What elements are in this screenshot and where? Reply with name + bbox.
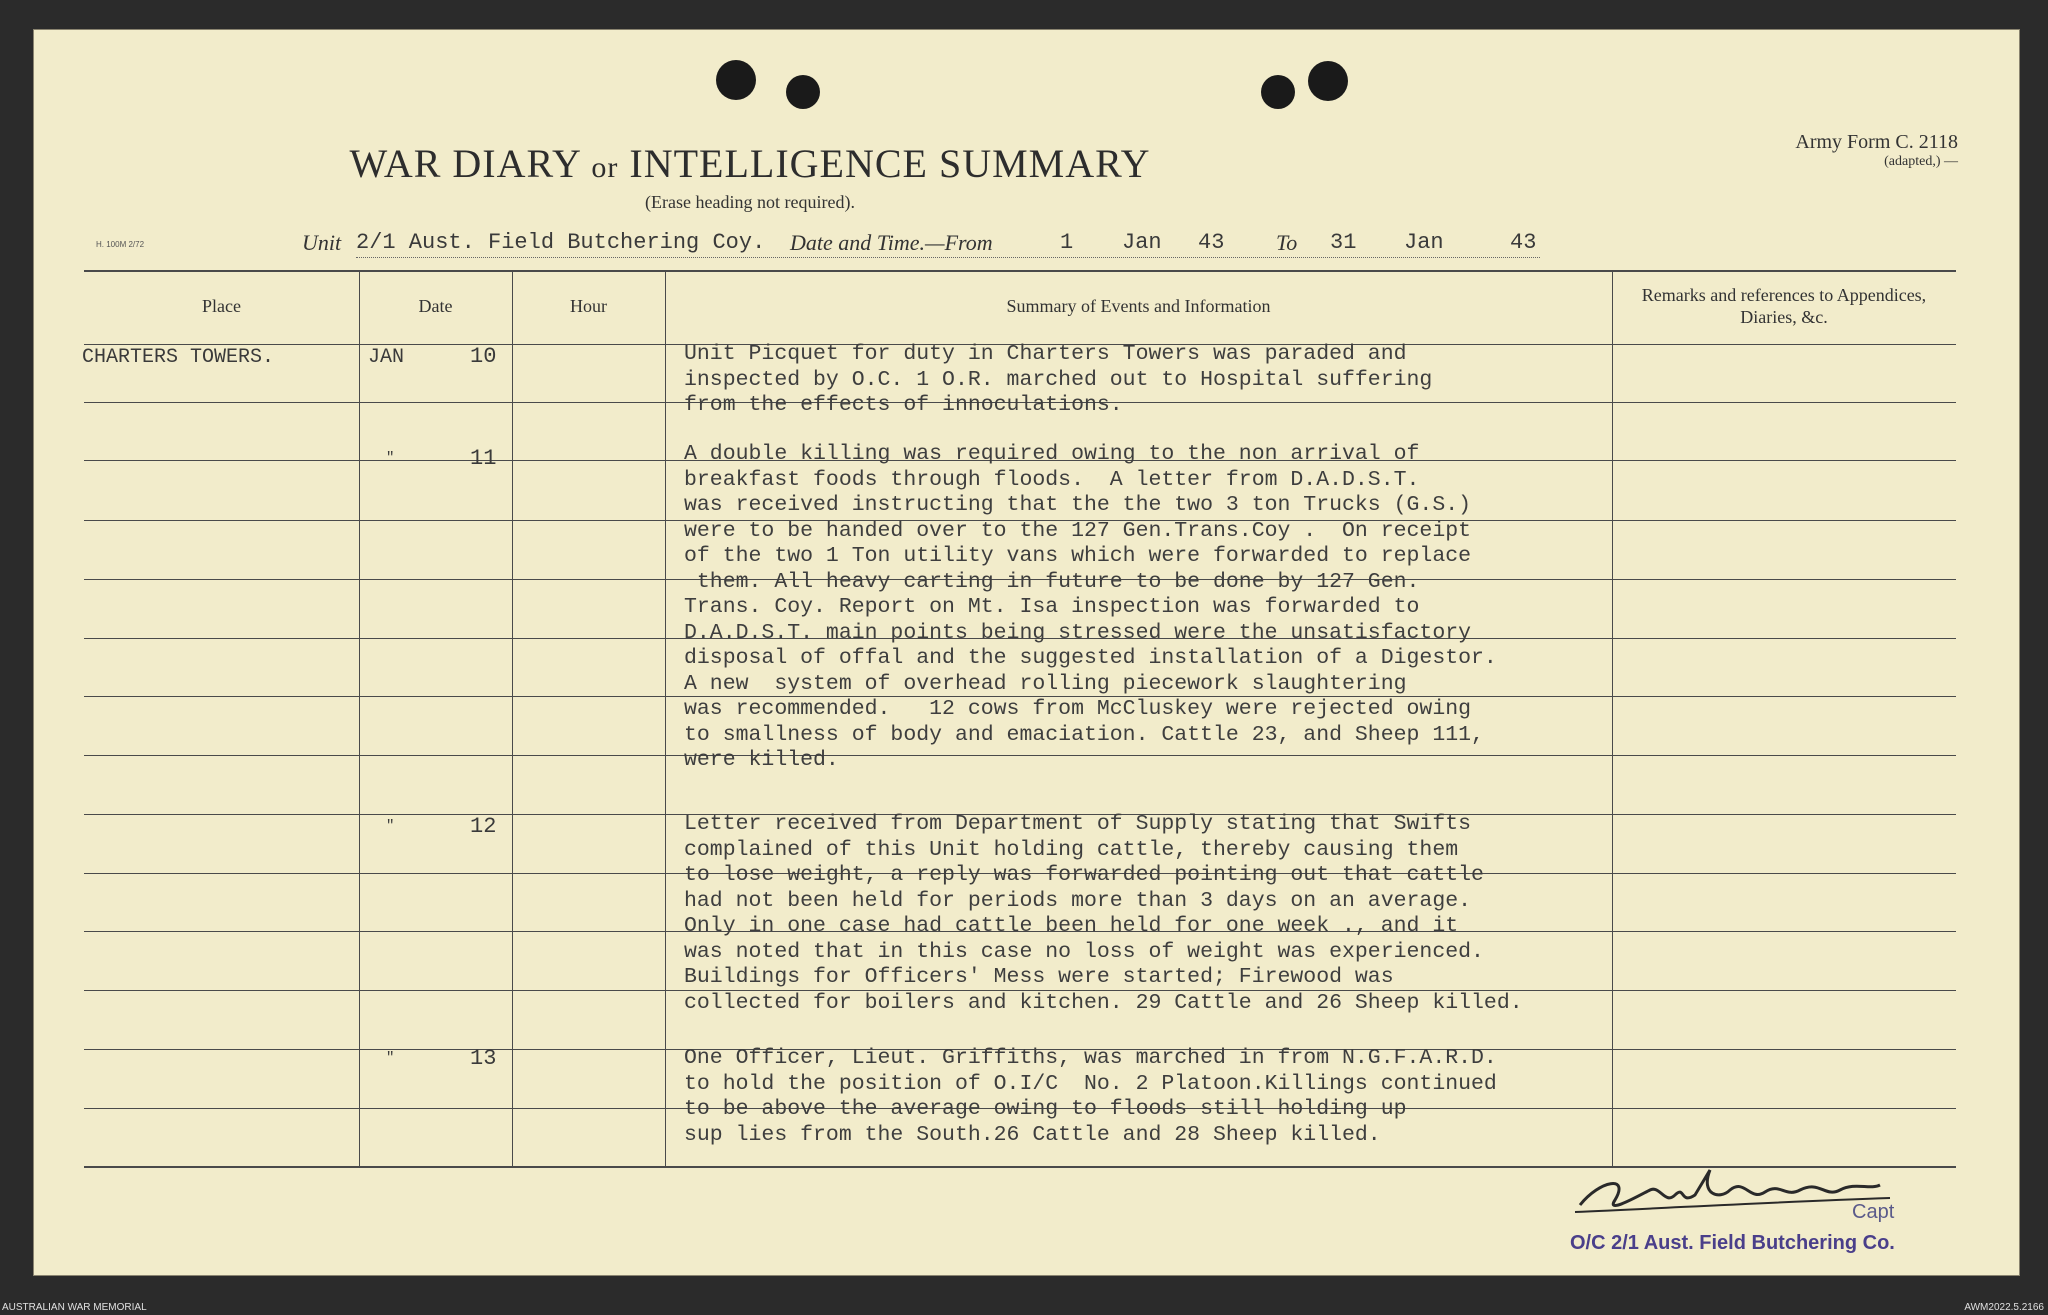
punch-hole [786, 75, 820, 109]
date-label: Date and Time.—From [790, 230, 993, 255]
from-month: Jan [1122, 230, 1162, 255]
col-header-summary: Summary of Events and Information [1006, 296, 1271, 317]
ditto-mark: " [386, 450, 395, 466]
entry-text: Letter received from Department of Supply stating that Swifts complained of this Unit holding cattle, thereby causing them to lose weight, a reply was forwarded pointing out that cattle had not been held for periods more than 3 days on an average. Only in one case had cattle been held for one week ., and it was noted that in this case no loss of weight was experienced. Buildings for Officers' Mess were started; Firewood was collected for boilers and kitchen. 29 Cattle and 26 Sheep killed. [684, 812, 1523, 1015]
col-header-date: Date [418, 296, 453, 317]
footer-right: AWM2022.5.2166 [1964, 1302, 2044, 1313]
page-title [0, 140, 1500, 187]
col-header-remarks: Remarks and references to Appendices, Diaries, &c. [1641, 285, 1927, 327]
from-day: 1 [1060, 230, 1074, 255]
punch-hole [1308, 61, 1348, 101]
col-divider [359, 270, 360, 1167]
entry-text: One Officer, Lieut. Griffiths, was marched in from N.G.F.A.R.D. to hold the position of O.I/C No. 2 Platoon.Killings continued to be above the average owing to floods still holding up sup lies from the South.26 Cattle and 28 Sheep killed. [684, 1046, 1497, 1147]
title-war-diary: WAR DIARY [349, 141, 581, 186]
to-year: 43 [1510, 230, 1537, 255]
col-divider [512, 270, 513, 1167]
col-header-hour: Hour [570, 296, 607, 317]
to-day: 31 [1330, 230, 1357, 255]
col-divider [665, 270, 666, 1167]
title-or: or [591, 151, 619, 184]
place-value: CHARTERS TOWERS. [82, 346, 275, 369]
unit-line-underline [356, 257, 1540, 258]
entry-text: A double killing was required owing to the non arrival of breakfast foods through floods. A letter from D.A.D.S.T. was received instructing that the the two 3 ton Trucks (G.S.) were to be handed over to the 127 Gen.Trans.Coy . On receipt of the two 1 Ton utility vans which were forwarded to replace them. All heavy carting in future to be done by 127 Gen. Trans. Coy. Report on Mt. Isa inspection was forwarded to D.A.D.S.T. main points being stressed were the unsatisfactory disposal of offal and the suggested installation of a Digestor. A new system of overhead rolling piecework slaughtering was recommended. 12 cows from McCluskey were rejected owing to smallness of body and emaciation. Cattle 23, and Sheep 111, were killed. [684, 442, 1497, 772]
date-day: 11 [470, 446, 497, 471]
punch-hole [716, 60, 756, 100]
diary-table [84, 270, 1956, 1167]
signature-rank: Capt [1852, 1201, 1895, 1223]
col-header-place: Place [202, 296, 241, 317]
form-code: H. 100M 2/72 [96, 240, 145, 249]
date-day: 12 [470, 814, 497, 839]
unit-stamp: O/C 2/1 Aust. Field Butchering Co. [1570, 1232, 1895, 1254]
handwritten-signature [1570, 1150, 1900, 1240]
subtitle: (Erase heading not required). [645, 192, 855, 212]
army-form-number: Army Form C. 2118 [1795, 131, 1958, 153]
ditto-mark: " [386, 1050, 395, 1066]
date-month: JAN [368, 346, 405, 369]
to-month: Jan [1404, 230, 1444, 255]
ditto-mark: " [386, 818, 395, 834]
footer-left: AUSTRALIAN WAR MEMORIAL [2, 1302, 147, 1313]
punch-hole [1261, 75, 1295, 109]
unit-value: 2/1 Aust. Field Butchering Coy. [356, 230, 766, 255]
unit-label: Unit [302, 230, 342, 255]
date-day: 13 [470, 1046, 497, 1071]
to-label: To [1276, 230, 1298, 255]
entry-text: Unit Picquet for duty in Charters Towers was paraded and inspected by O.C. 1 O.R. marched out to Hospital suffering from the effects of innoculations. [684, 342, 1433, 417]
unit-line [302, 230, 341, 256]
army-form-label [1795, 130, 1958, 171]
from-year: 43 [1198, 230, 1225, 255]
army-form-adapted: (adapted,) — [1884, 154, 1958, 169]
date-day: 10 [470, 344, 497, 369]
title-intelligence-summary: INTELLIGENCE SUMMARY [629, 141, 1151, 186]
